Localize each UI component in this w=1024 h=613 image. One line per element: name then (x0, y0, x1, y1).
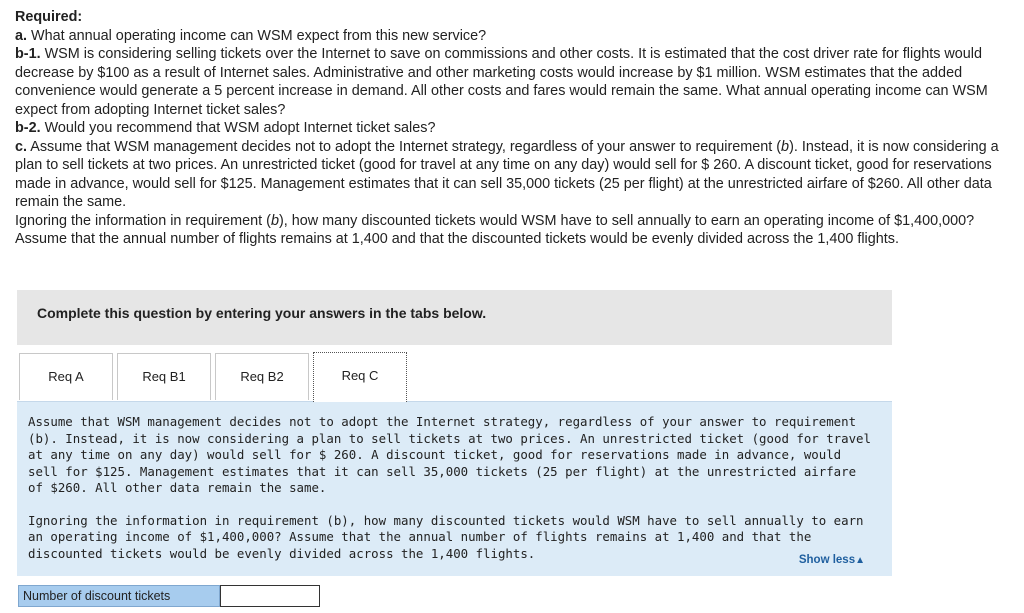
requirement-c-text-1: Assume that WSM management decides not to adopt the Internet strategy, regardless of your answer to requirement ( (27, 138, 782, 155)
requirement-b2-text: Would you recommend that WSM adopt Internet ticket sales? (40, 120, 436, 136)
requirement-c-text-3: Ignoring the information in requirement ( (15, 212, 271, 229)
requirement-c-text-4: ), how many discounted tickets would WSM have to sell annually to earn an operating income of $1,400,000? Assume that the annual number of flights remains at 1,400 and that the discounted tickets would be evenly divided across the 1,400 flights. (15, 212, 975, 247)
requirement-c-ref-b-2: b (270, 212, 279, 229)
panel-paragraph-2: Ignoring the information in requirement (b), how many discounted tickets would WSM have to sell annually to earn an operating income of $1,400,000? Assume that the annual number of flights remains at 1,400 and that the discounted tickets would be evenly divided across the 1,400 flights. (28, 512, 864, 561)
tab-req-b1[interactable]: Req B1 (117, 353, 211, 400)
tab-req-b2[interactable]: Req B2 (215, 353, 309, 400)
requirement-b2-label: b-2. (15, 120, 41, 136)
discount-tickets-label: Number of discount tickets (18, 585, 220, 607)
tab-req-c[interactable]: Req C (313, 352, 407, 402)
requirement-a-label: a. (15, 27, 28, 44)
requirement-b2 (15, 119, 1000, 138)
show-less-link[interactable] (799, 554, 865, 566)
triangle-up-icon: ▲ (855, 555, 865, 566)
show-less-label: Show less (798, 554, 856, 566)
requirement-c-question (15, 212, 1000, 249)
requirement-b1 (15, 45, 1000, 119)
discount-tickets-input[interactable] (220, 585, 320, 607)
panel-text (28, 414, 878, 578)
instruction-text: Complete this question by entering your answers in the tabs below. (37, 305, 487, 321)
requirement-c (15, 138, 1000, 212)
requirement-c-text-2: ). Instead, it is now considering a plan to sell tickets at two prices. An unrestricted ticket (good for travel at any time on any day) would sell for $ 260. A discount ticket, good for reservations made in advance, would sell for $125. Management estimates that it can sell 35,000 tickets (25 per flight) at the unrestricted airfare of $260. All other data remain the same. (15, 138, 999, 210)
requirement-a (15, 27, 1000, 46)
requirement-b1-label: b-1. (15, 46, 41, 62)
requirement-c-ref-b: b (781, 138, 790, 155)
panel-paragraph-1: Assume that WSM management decides not to adopt the Internet strategy, regardless of your answer to requirement (b). Instead, it is now considering a plan to sell tickets at two prices. An unrestricted ticket (good for travel at any time on any day) would sell for $ 260. A discount ticket, good for reservations made in advance, would sell for $125. Management estimates that it can sell 35,000 tickets (25 per flight) at the unrestricted airfare of $260. All other data remain the same. (28, 414, 871, 495)
tab-content-panel (17, 401, 892, 576)
requirement-a-text: What annual operating income can WSM expect from this new service? (27, 27, 487, 44)
tab-req-a[interactable]: Req A (19, 353, 113, 400)
requirements-section (15, 8, 1000, 249)
instruction-bar (17, 290, 892, 345)
requirement-b1-text: WSM is considering selling tickets over the Internet to save on commissions and other costs. It is estimated that the cost driver rate for flights would decrease by $100 as a result of Internet sales. Administrative and other marketing costs would increase by $1 million. WSM estimates that the added convenience would generate a 5 percent increase in demand. All other costs and fares would remain the same. What annual operating income can WSM expect from adopting Internet ticket sales? (15, 46, 988, 118)
required-heading: Required: (15, 9, 83, 25)
requirement-c-label: c. (15, 138, 28, 155)
